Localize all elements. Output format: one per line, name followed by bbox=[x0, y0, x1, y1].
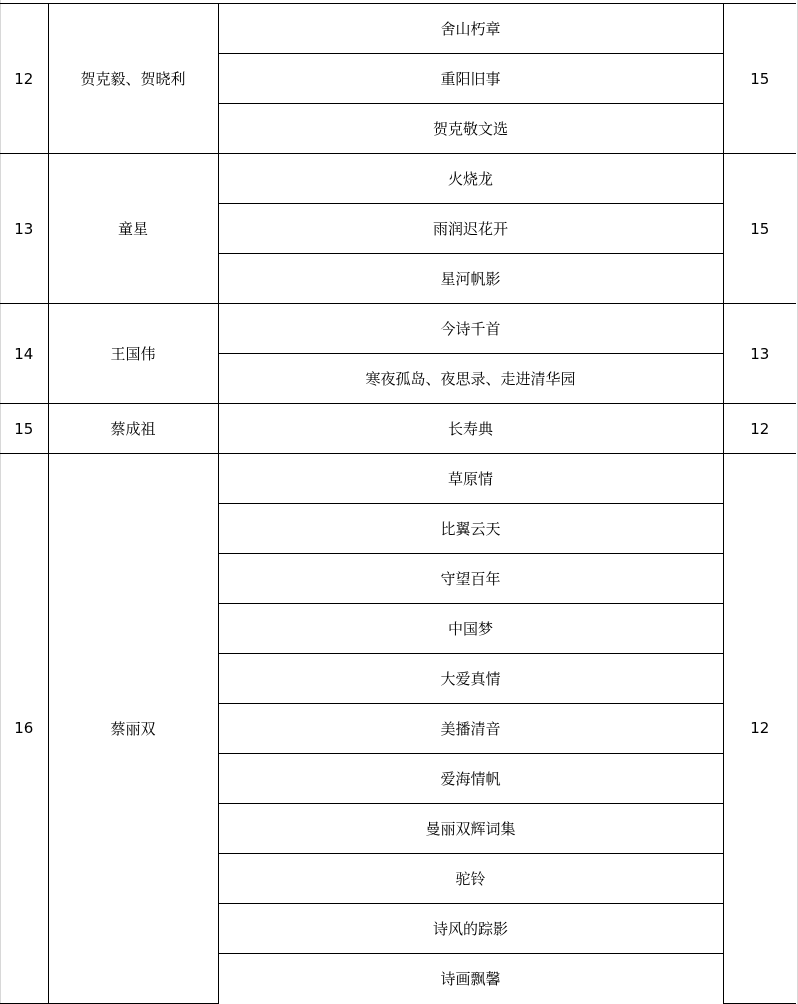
cell-number[interactable]: 12 bbox=[0, 4, 48, 154]
cell-number[interactable]: 14 bbox=[0, 304, 48, 404]
table-body bbox=[0, 4, 796, 1004]
cell-book-title[interactable]: 草原情 bbox=[218, 454, 723, 504]
cell-book-title[interactable]: 重阳旧事 bbox=[218, 54, 723, 104]
table-row bbox=[0, 404, 796, 454]
table-row bbox=[0, 4, 796, 54]
cell-number[interactable]: 16 bbox=[0, 454, 48, 1004]
cell-book-title[interactable]: 星河帆影 bbox=[218, 254, 723, 304]
cell-author[interactable]: 蔡成祖 bbox=[48, 404, 218, 454]
cell-book-title[interactable]: 雨润迟花开 bbox=[218, 204, 723, 254]
cell-number[interactable]: 15 bbox=[0, 404, 48, 454]
cell-author[interactable]: 王国伟 bbox=[48, 304, 218, 404]
cell-book-title[interactable]: 贺克敬文选 bbox=[218, 104, 723, 154]
cell-book-title[interactable]: 守望百年 bbox=[218, 554, 723, 604]
cell-count[interactable]: 15 bbox=[723, 4, 796, 154]
cell-author[interactable]: 贺克毅、贺晓利 bbox=[48, 4, 218, 154]
cell-count[interactable]: 15 bbox=[723, 154, 796, 304]
cell-book-title[interactable]: 爱海情帆 bbox=[218, 754, 723, 804]
cell-book-title[interactable]: 大爱真情 bbox=[218, 654, 723, 704]
cell-count[interactable]: 12 bbox=[723, 454, 796, 1004]
cell-book-title[interactable]: 长寿典 bbox=[218, 404, 723, 454]
table-row bbox=[0, 154, 796, 204]
cell-author[interactable]: 蔡丽双 bbox=[48, 454, 218, 1004]
cell-book-title[interactable]: 曼丽双辉词集 bbox=[218, 804, 723, 854]
cell-book-title[interactable]: 诗画飘馨 bbox=[218, 954, 723, 1004]
table-row bbox=[0, 454, 796, 504]
book-list-table bbox=[0, 3, 796, 1004]
table-row bbox=[0, 304, 796, 354]
cell-book-title[interactable]: 寒夜孤岛、夜思录、走进清华园 bbox=[218, 354, 723, 404]
cell-book-title[interactable]: 驼铃 bbox=[218, 854, 723, 904]
cell-author[interactable]: 童星 bbox=[48, 154, 218, 304]
cell-book-title[interactable]: 今诗千首 bbox=[218, 304, 723, 354]
cell-count[interactable]: 12 bbox=[723, 404, 796, 454]
cell-book-title[interactable]: 火烧龙 bbox=[218, 154, 723, 204]
cell-book-title[interactable]: 舍山朽章 bbox=[218, 4, 723, 54]
cell-book-title[interactable]: 诗风的踪影 bbox=[218, 904, 723, 954]
cell-book-title[interactable]: 中国梦 bbox=[218, 604, 723, 654]
cell-count[interactable]: 13 bbox=[723, 304, 796, 404]
cell-number[interactable]: 13 bbox=[0, 154, 48, 304]
cell-book-title[interactable]: 比翼云天 bbox=[218, 504, 723, 554]
cell-book-title[interactable]: 美播清音 bbox=[218, 704, 723, 754]
